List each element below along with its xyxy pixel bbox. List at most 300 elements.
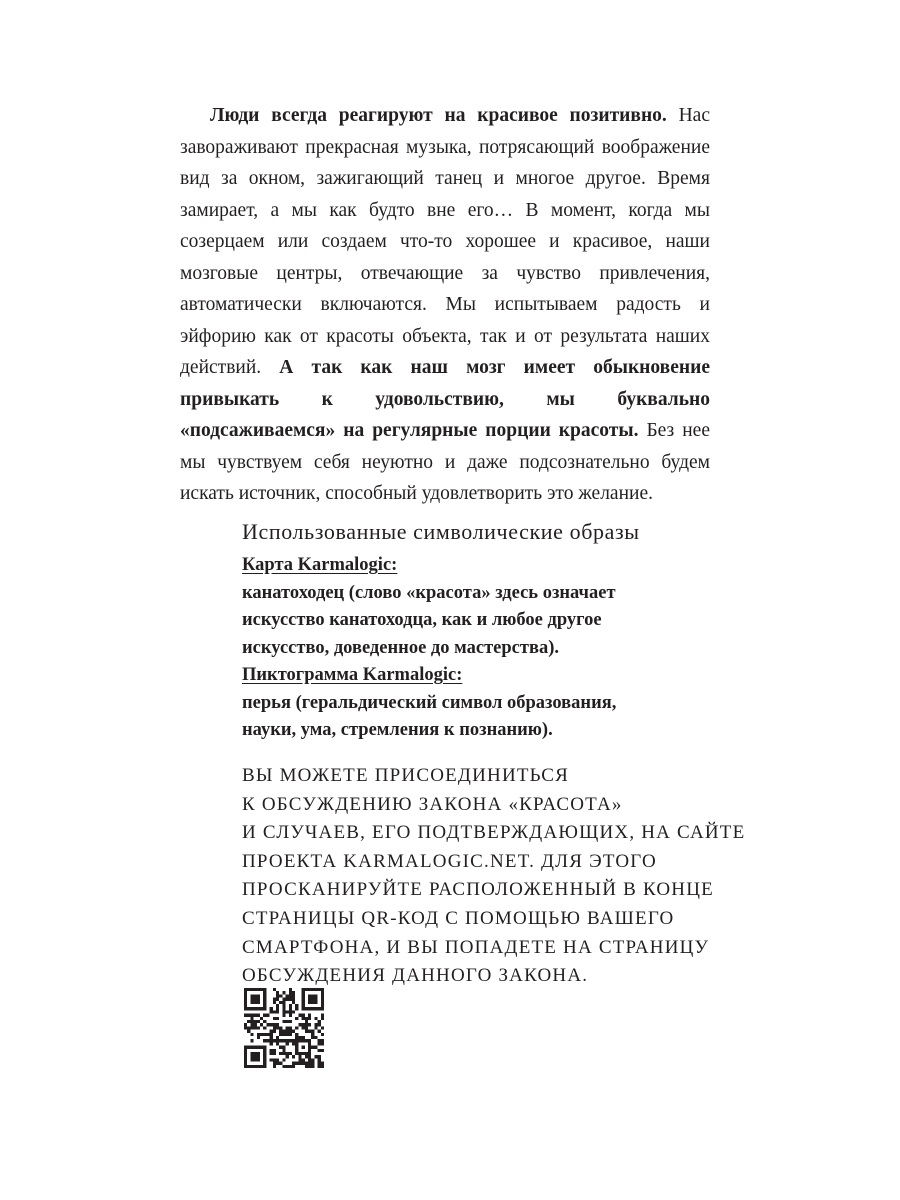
qr-module bbox=[295, 1007, 298, 1010]
qr-module bbox=[282, 1004, 285, 1007]
qr-module bbox=[289, 1010, 292, 1013]
qr-module bbox=[311, 1065, 314, 1068]
qr-module bbox=[314, 988, 317, 991]
qr-module bbox=[244, 1049, 247, 1052]
qr-module bbox=[318, 1042, 321, 1045]
qr-module bbox=[305, 988, 308, 991]
bold-intro: Люди всегда реагируют на красивое позитивно. bbox=[210, 105, 667, 126]
qr-module bbox=[292, 1030, 295, 1033]
qr-module bbox=[308, 988, 311, 991]
qr-module bbox=[244, 1026, 247, 1029]
qr-module bbox=[298, 1014, 301, 1017]
qr-module bbox=[257, 1033, 260, 1036]
qr-module bbox=[263, 1020, 266, 1023]
qr-module bbox=[273, 1017, 276, 1020]
qr-module bbox=[321, 988, 324, 991]
join-discussion-section bbox=[242, 762, 746, 991]
join-line: ПРОЕКТА KARMALOGIC.NET. ДЛЯ ЭТОГО bbox=[242, 850, 657, 872]
qr-module bbox=[311, 1007, 314, 1010]
qr-module bbox=[257, 1020, 260, 1023]
qr-module bbox=[254, 1058, 257, 1061]
pictogram-line: перья (геральдический символ образования, bbox=[242, 692, 617, 713]
qr-module bbox=[266, 1039, 269, 1042]
qr-module bbox=[247, 1020, 250, 1023]
pictogram-line: науки, ума, стремления к познанию). bbox=[242, 720, 553, 740]
qr-module bbox=[270, 1023, 273, 1026]
qr-module bbox=[321, 1026, 324, 1029]
qr-module bbox=[279, 1062, 282, 1065]
qr-module bbox=[263, 1046, 266, 1049]
qr-module bbox=[305, 1039, 308, 1042]
qr-module bbox=[308, 1055, 311, 1058]
qr-module bbox=[257, 1052, 260, 1055]
qr-module bbox=[295, 1004, 298, 1007]
qr-module bbox=[305, 1062, 308, 1065]
qr-module bbox=[302, 1001, 305, 1004]
qr-module bbox=[295, 1017, 298, 1020]
qr-module bbox=[314, 1001, 317, 1004]
qr-module bbox=[305, 1055, 308, 1058]
paragraph-text-1: Нас завораживают прекрасная музыка, потрясающий воображение вид за окном, зажигающий танец и многое другое. Время замирает, а мы как будто вне его… В момент, когда мы созерцаем или создаем что-то хорошее и красивое, наши мозговые центры, отвечающие за чувство привлечения, автоматически включаются. Мы испытываем радость и эйфорию как от красоты объекта, так и от результата наших действий. bbox=[180, 105, 710, 378]
qr-module bbox=[308, 1023, 311, 1026]
qr-module bbox=[260, 1065, 263, 1068]
qr-module bbox=[289, 1039, 292, 1042]
qr-module bbox=[308, 1046, 311, 1049]
qr-module bbox=[263, 1026, 266, 1029]
qr-module bbox=[263, 1052, 266, 1055]
qr-module bbox=[308, 1052, 311, 1055]
qr-module bbox=[263, 988, 266, 991]
qr-module bbox=[263, 1033, 266, 1036]
qr-module bbox=[273, 1039, 276, 1042]
qr-module bbox=[295, 1036, 298, 1039]
qr-module bbox=[286, 1055, 289, 1058]
qr-code-icon bbox=[244, 988, 324, 1068]
qr-module bbox=[302, 998, 305, 1001]
qr-module bbox=[298, 1023, 301, 1026]
join-line: К ОБСУЖДЕНИЮ ЗАКОНА «КРАСОТА» bbox=[242, 793, 623, 815]
qr-module bbox=[289, 1052, 292, 1055]
qr-module bbox=[321, 1001, 324, 1004]
join-line: ВЫ МОЖЕТЕ ПРИСОЕДИНИТЬСЯ bbox=[242, 765, 570, 786]
qr-module bbox=[305, 1052, 308, 1055]
qr-module bbox=[273, 1049, 276, 1052]
qr-module bbox=[289, 1020, 292, 1023]
qr-module bbox=[321, 1004, 324, 1007]
qr-module bbox=[282, 1001, 285, 1004]
qr-module bbox=[263, 1007, 266, 1010]
qr-module bbox=[250, 1017, 253, 1020]
qr-module bbox=[254, 1023, 257, 1026]
qr-module bbox=[302, 991, 305, 994]
qr-module bbox=[257, 1065, 260, 1068]
qr-module bbox=[270, 1007, 273, 1010]
qr-module bbox=[308, 1007, 311, 1010]
qr-module bbox=[308, 1014, 311, 1017]
qr-module bbox=[295, 1042, 298, 1045]
qr-module bbox=[250, 988, 253, 991]
qr-module bbox=[289, 994, 292, 997]
qr-module bbox=[244, 1007, 247, 1010]
qr-module bbox=[257, 988, 260, 991]
qr-module bbox=[254, 1001, 257, 1004]
qr-module bbox=[279, 1039, 282, 1042]
qr-module bbox=[263, 1014, 266, 1017]
qr-module bbox=[292, 1055, 295, 1058]
qr-module bbox=[266, 1033, 269, 1036]
qr-module bbox=[273, 1052, 276, 1055]
qr-module bbox=[282, 991, 285, 994]
qr-module bbox=[302, 1014, 305, 1017]
qr-module bbox=[276, 1017, 279, 1020]
qr-module bbox=[254, 998, 257, 1001]
qr-module bbox=[260, 1017, 263, 1020]
qr-module bbox=[247, 988, 250, 991]
qr-module bbox=[302, 994, 305, 997]
qr-module bbox=[263, 1004, 266, 1007]
qr-module bbox=[302, 1046, 305, 1049]
qr-module bbox=[270, 1033, 273, 1036]
qr-module bbox=[260, 988, 263, 991]
qr-module bbox=[305, 1023, 308, 1026]
qr-module bbox=[289, 1007, 292, 1010]
qr-module bbox=[273, 1062, 276, 1065]
qr-module bbox=[257, 1046, 260, 1049]
qr-module bbox=[314, 998, 317, 1001]
join-line: ПРОСКАНИРУЙТЕ РАСПОЛОЖЕННЫЙ В КОНЦЕ bbox=[242, 879, 714, 901]
qr-module bbox=[279, 1052, 282, 1055]
qr-module bbox=[321, 1065, 324, 1068]
qr-module bbox=[244, 1055, 247, 1058]
qr-module bbox=[260, 1033, 263, 1036]
qr-module bbox=[279, 1026, 282, 1029]
qr-module bbox=[257, 998, 260, 1001]
qr-module bbox=[273, 1030, 276, 1033]
qr-module bbox=[263, 1062, 266, 1065]
join-line: ОБСУЖДЕНИЯ ДАННОГО ЗАКОНА. bbox=[242, 965, 589, 987]
qr-module bbox=[286, 1065, 289, 1068]
qr-module bbox=[263, 1039, 266, 1042]
qr-module bbox=[263, 1058, 266, 1061]
qr-module bbox=[305, 1017, 308, 1020]
qr-module bbox=[250, 1014, 253, 1017]
qr-module bbox=[244, 1001, 247, 1004]
qr-module bbox=[250, 1046, 253, 1049]
qr-module bbox=[295, 1062, 298, 1065]
qr-module bbox=[292, 991, 295, 994]
card-line: искусство канатоходца, как и любое другое bbox=[242, 610, 602, 630]
qr-module bbox=[321, 1017, 324, 1020]
qr-module bbox=[244, 1062, 247, 1065]
qr-module bbox=[276, 1036, 279, 1039]
qr-module bbox=[244, 1065, 247, 1068]
qr-module bbox=[311, 1033, 314, 1036]
qr-module bbox=[311, 998, 314, 1001]
qr-module bbox=[250, 1052, 253, 1055]
qr-module bbox=[302, 1017, 305, 1020]
qr-module bbox=[295, 1046, 298, 1049]
qr-module bbox=[311, 994, 314, 997]
qr-module bbox=[286, 1039, 289, 1042]
qr-module bbox=[276, 1062, 279, 1065]
qr-module bbox=[254, 1007, 257, 1010]
qr-module bbox=[321, 994, 324, 997]
qr-module bbox=[270, 1039, 273, 1042]
join-line: СТРАНИЦЫ QR-КОД С ПОМОЩЬЮ ВАШЕГО bbox=[242, 907, 675, 929]
qr-module bbox=[286, 1026, 289, 1029]
qr-module bbox=[314, 1007, 317, 1010]
qr-module bbox=[250, 1065, 253, 1068]
qr-module bbox=[289, 1026, 292, 1029]
qr-module bbox=[318, 1055, 321, 1058]
qr-module bbox=[318, 1030, 321, 1033]
qr-module bbox=[263, 998, 266, 1001]
qr-module bbox=[247, 1030, 250, 1033]
qr-module bbox=[276, 1026, 279, 1029]
qr-module bbox=[282, 1046, 285, 1049]
qr-module bbox=[308, 998, 311, 1001]
qr-module bbox=[270, 1010, 273, 1013]
qr-module bbox=[282, 1065, 285, 1068]
qr-module bbox=[314, 1017, 317, 1020]
qr-module bbox=[289, 1065, 292, 1068]
qr-module bbox=[282, 1033, 285, 1036]
qr-module bbox=[292, 1001, 295, 1004]
qr-module bbox=[298, 1052, 301, 1055]
qr-module bbox=[302, 1036, 305, 1039]
qr-module bbox=[276, 1042, 279, 1045]
qr-module bbox=[308, 1042, 311, 1045]
qr-module bbox=[302, 1004, 305, 1007]
qr-module bbox=[314, 1036, 317, 1039]
qr-module bbox=[282, 1007, 285, 1010]
qr-module bbox=[321, 1042, 324, 1045]
qr-module bbox=[273, 998, 276, 1001]
qr-module bbox=[308, 1049, 311, 1052]
qr-module bbox=[279, 1001, 282, 1004]
qr-module bbox=[295, 1052, 298, 1055]
qr-module bbox=[292, 998, 295, 1001]
qr-module bbox=[321, 1049, 324, 1052]
qr-module bbox=[308, 1030, 311, 1033]
qr-module bbox=[289, 1033, 292, 1036]
qr-module bbox=[247, 1014, 250, 1017]
qr-module bbox=[250, 1007, 253, 1010]
qr-module bbox=[273, 988, 276, 991]
qr-module bbox=[250, 1033, 253, 1036]
qr-module bbox=[276, 991, 279, 994]
qr-module bbox=[276, 1007, 279, 1010]
qr-module bbox=[270, 1052, 273, 1055]
qr-module bbox=[263, 991, 266, 994]
qr-module bbox=[244, 998, 247, 1001]
qr-module bbox=[254, 1055, 257, 1058]
symbols-section bbox=[242, 516, 682, 745]
qr-module bbox=[308, 1062, 311, 1065]
qr-module bbox=[282, 998, 285, 1001]
qr-module bbox=[308, 1001, 311, 1004]
qr-module bbox=[282, 1039, 285, 1042]
qr-module bbox=[250, 998, 253, 1001]
join-line: И СЛУЧАЕВ, ЕГО ПОДТВЕРЖДАЮЩИХ, НА САЙТЕ bbox=[242, 822, 746, 844]
qr-module bbox=[279, 1030, 282, 1033]
qr-module bbox=[318, 1049, 321, 1052]
qr-module bbox=[250, 1001, 253, 1004]
qr-module bbox=[321, 1039, 324, 1042]
qr-module bbox=[298, 1062, 301, 1065]
qr-module bbox=[257, 1014, 260, 1017]
qr-module bbox=[318, 1058, 321, 1061]
main-paragraph bbox=[180, 100, 710, 510]
qr-module bbox=[289, 1014, 292, 1017]
qr-module bbox=[282, 1058, 285, 1061]
qr-module bbox=[302, 1062, 305, 1065]
join-line: СМАРТФОНА, И ВЫ ПОПАДЕТЕ НА СТРАНИЦУ bbox=[242, 936, 710, 958]
qr-module bbox=[257, 994, 260, 997]
qr-module bbox=[289, 1030, 292, 1033]
qr-module bbox=[257, 1007, 260, 1010]
qr-module bbox=[257, 1026, 260, 1029]
qr-module bbox=[298, 1058, 301, 1061]
qr-module bbox=[282, 1052, 285, 1055]
qr-module bbox=[260, 1023, 263, 1026]
qr-module bbox=[282, 1010, 285, 1013]
qr-module bbox=[302, 1058, 305, 1061]
qr-module bbox=[250, 1020, 253, 1023]
qr-module bbox=[250, 1055, 253, 1058]
qr-module bbox=[311, 1001, 314, 1004]
qr-module bbox=[321, 1007, 324, 1010]
qr-module bbox=[298, 1039, 301, 1042]
card-title: Карта Karmalogic: bbox=[242, 555, 398, 575]
qr-module bbox=[282, 1014, 285, 1017]
qr-module bbox=[311, 1058, 314, 1061]
qr-module bbox=[305, 1026, 308, 1029]
card-line: искусство, доведенное до мастерства). bbox=[242, 637, 559, 658]
qr-module bbox=[295, 1039, 298, 1042]
qr-module bbox=[257, 1036, 260, 1039]
qr-module bbox=[263, 1065, 266, 1068]
qr-module bbox=[250, 1023, 253, 1026]
qr-module bbox=[289, 1004, 292, 1007]
qr-module bbox=[244, 1058, 247, 1061]
qr-module bbox=[295, 1033, 298, 1036]
qr-module bbox=[318, 1039, 321, 1042]
qr-module bbox=[289, 998, 292, 1001]
qr-module bbox=[292, 1010, 295, 1013]
qr-module bbox=[302, 1026, 305, 1029]
qr-module bbox=[279, 1033, 282, 1036]
qr-module bbox=[257, 1001, 260, 1004]
qr-module bbox=[308, 1058, 311, 1061]
qr-module bbox=[286, 1020, 289, 1023]
qr-module bbox=[273, 1058, 276, 1061]
qr-module bbox=[254, 1052, 257, 1055]
qr-module bbox=[263, 1055, 266, 1058]
qr-module bbox=[276, 994, 279, 997]
qr-module bbox=[260, 1046, 263, 1049]
qr-module bbox=[270, 1036, 273, 1039]
qr-module bbox=[257, 1055, 260, 1058]
qr-module bbox=[279, 1046, 282, 1049]
card-line: канатоходец (слово «красота» здесь означает bbox=[242, 582, 616, 603]
qr-module bbox=[286, 1052, 289, 1055]
qr-module bbox=[302, 988, 305, 991]
qr-module bbox=[321, 991, 324, 994]
qr-module bbox=[308, 1065, 311, 1068]
qr-module bbox=[314, 1026, 317, 1029]
qr-module bbox=[289, 991, 292, 994]
qr-module bbox=[298, 1055, 301, 1058]
qr-module bbox=[263, 1001, 266, 1004]
qr-module bbox=[321, 1014, 324, 1017]
qr-module bbox=[244, 991, 247, 994]
qr-module bbox=[254, 1026, 257, 1029]
qr-module bbox=[292, 1042, 295, 1045]
qr-module bbox=[270, 1058, 273, 1061]
qr-module bbox=[276, 1039, 279, 1042]
qr-module bbox=[305, 1020, 308, 1023]
qr-module bbox=[286, 1030, 289, 1033]
qr-module bbox=[270, 1049, 273, 1052]
qr-module bbox=[244, 1014, 247, 1017]
qr-module bbox=[257, 1058, 260, 1061]
qr-module bbox=[263, 1049, 266, 1052]
qr-module bbox=[314, 994, 317, 997]
qr-module bbox=[302, 1052, 305, 1055]
qr-module bbox=[321, 1062, 324, 1065]
qr-module bbox=[286, 998, 289, 1001]
qr-module bbox=[311, 1036, 314, 1039]
qr-module bbox=[308, 1039, 311, 1042]
qr-module bbox=[308, 1017, 311, 1020]
qr-module bbox=[318, 1023, 321, 1026]
qr-module bbox=[318, 1007, 321, 1010]
qr-module bbox=[292, 1065, 295, 1068]
qr-module bbox=[254, 1014, 257, 1017]
qr-module bbox=[282, 1049, 285, 1052]
qr-module bbox=[279, 994, 282, 997]
qr-module bbox=[254, 988, 257, 991]
qr-module bbox=[302, 1007, 305, 1010]
qr-module bbox=[298, 1036, 301, 1039]
qr-module bbox=[311, 1062, 314, 1065]
qr-module bbox=[314, 1046, 317, 1049]
qr-module bbox=[292, 1039, 295, 1042]
qr-module bbox=[250, 1026, 253, 1029]
qr-module bbox=[247, 1065, 250, 1068]
qr-module bbox=[292, 1062, 295, 1065]
qr-module bbox=[273, 1010, 276, 1013]
qr-module bbox=[282, 1030, 285, 1033]
qr-module bbox=[273, 1065, 276, 1068]
qr-module bbox=[276, 998, 279, 1001]
qr-module bbox=[244, 994, 247, 997]
qr-module bbox=[286, 1033, 289, 1036]
qr-module bbox=[254, 1065, 257, 1068]
qr-module bbox=[321, 1033, 324, 1036]
symbols-heading: Использованные символические образы bbox=[242, 519, 640, 544]
qr-module bbox=[295, 1049, 298, 1052]
paragraph-text-2: Без нее мы чувствуем себя неуютно и даже подсознательно будем искать источник, способный удовлетворить это желание. bbox=[180, 420, 710, 504]
qr-module bbox=[318, 1062, 321, 1065]
qr-module bbox=[311, 988, 314, 991]
qr-module bbox=[260, 1007, 263, 1010]
qr-module bbox=[311, 1030, 314, 1033]
qr-module bbox=[318, 1020, 321, 1023]
qr-module bbox=[276, 1010, 279, 1013]
pictogram-title: Пиктограмма Karmalogic: bbox=[242, 665, 463, 685]
